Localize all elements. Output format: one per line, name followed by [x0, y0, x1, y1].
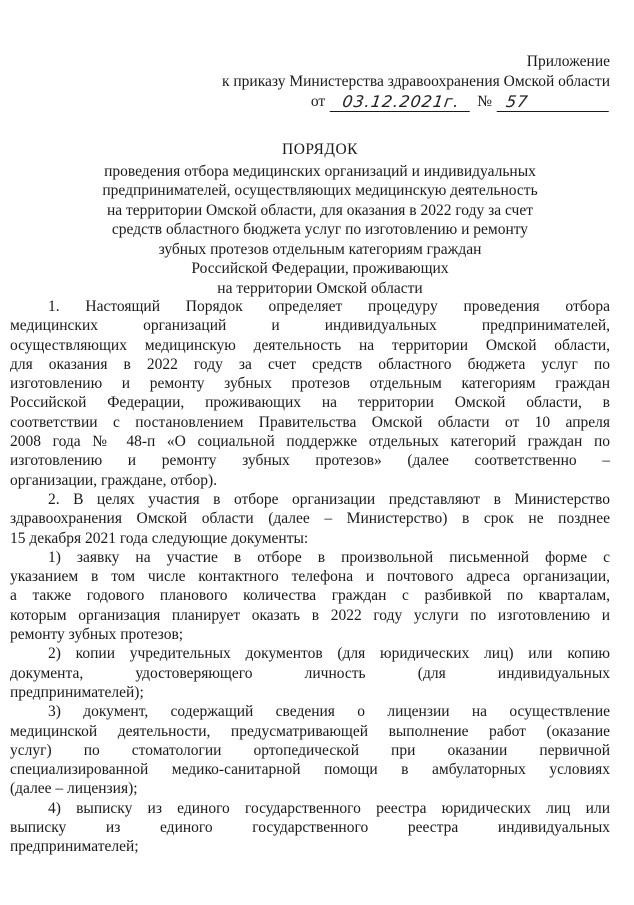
text-line: ремонту зубных протезов; [10, 626, 184, 644]
text-line: которым организация планирует оказать в 2022 году услуги по изготовлению и [10, 606, 610, 624]
text-line: здравоохранения Омской области (далее – Министерство) в срок не позднее [10, 510, 610, 528]
text-line: 2. В целях участия в отборе организации представляют в Министерство [48, 490, 610, 508]
text-line: (далее – лицензия); [10, 780, 138, 798]
title-line: зубных протезов отдельным категориям граждан [158, 240, 482, 258]
document-body [10, 297, 610, 857]
text-line: 2008 года № 48-п «О социальной поддержке отдельных категорий граждан по [10, 433, 610, 451]
paragraph-1 [10, 297, 610, 490]
text-line: а также годового планового количества граждан с разбивкой по кварталам, [10, 587, 610, 605]
handwritten-order-number: 57 [497, 93, 612, 112]
title-line: проведения отбора медицинских организаций и индивидуальных [104, 162, 536, 180]
text-line: медицинской деятельности, предусматривающей выполнение работ (оказание [10, 722, 610, 740]
list-item-2 [10, 644, 610, 702]
order-reference: к приказу Министерства здравоохранения Омской области [221, 73, 610, 90]
order-date-number-line [222, 92, 610, 112]
number-sign: № [477, 93, 492, 110]
text-line: изготовлению и ремонту зубных протезов отдельным категориям граждан [10, 375, 610, 393]
title-line: на территории Омской области, для оказания в 2022 году за счет [106, 201, 534, 219]
text-line: 15 декабря 2021 года следующие документы: [10, 529, 309, 547]
date-prefix: от [310, 93, 326, 110]
appendix-label: Приложение [526, 53, 610, 70]
text-line: выписку из единого государственного реестра индивидуальных [10, 819, 610, 837]
list-item-3 [10, 702, 610, 798]
title-line: предпринимателей, осуществляющих медицинскую деятельность [102, 182, 538, 199]
title-line: на территории Омской области [217, 279, 423, 297]
text-line: 4) выписку из единого государственного реестра юридических лиц или [48, 799, 610, 817]
text-line: указанием в том числе контактного телефона и почтового адреса организации, [10, 568, 610, 586]
text-line: 1. Настоящий Порядок определяет процедуру проведения отбора [48, 298, 610, 315]
title-line: Российской Федерации, проживающих [191, 260, 449, 277]
text-line: соответствии с постановлением Правительства Омской области от 10 апреля [10, 413, 610, 431]
appendix-header [222, 52, 610, 112]
paragraph-2 [10, 490, 610, 548]
handwritten-date: 03.12.2021г. [330, 93, 473, 112]
text-line: 2) копии учредительных документов (для юридических лиц) или копию [48, 645, 610, 663]
title-line: средств областного бюджета услуг по изготовлению и ремонту [111, 221, 529, 238]
document-title [30, 140, 610, 298]
text-line: организации, граждане, отбор). [10, 471, 218, 489]
text-line: услуг) по стоматологии ортопедической при оказании первичной [10, 741, 610, 759]
text-line: изготовлению и ремонту зубных протезов» (далее соответственно – [10, 452, 610, 470]
text-line: 3) документ, содержащий сведения о лицензии на осуществление [48, 703, 610, 721]
text-line: медицинских организаций и индивидуальных предпринимателей, [10, 317, 610, 335]
list-item-1 [10, 548, 610, 644]
text-line: для оказания в 2022 году за счет средств областного бюджета услуг по [10, 355, 610, 373]
list-item-4 [10, 799, 610, 857]
text-line: документа, удостоверяющего личность (для индивидуальных [10, 664, 610, 682]
text-line: 1) заявку на участие в отборе в произвольной письменной форме с [48, 548, 610, 566]
text-line: предпринимателей); [10, 683, 144, 701]
text-line: осуществляющих медицинскую деятельность на территории Омской области, [10, 336, 610, 354]
title-heading: ПОРЯДОК [282, 141, 358, 158]
text-line: предпринимателей; [10, 838, 139, 856]
text-line: специализированной медико-санитарной помощи в амбулаторных условиях [10, 761, 610, 779]
text-line: Российской Федерации, проживающих на территории Омской области, в [10, 394, 610, 412]
